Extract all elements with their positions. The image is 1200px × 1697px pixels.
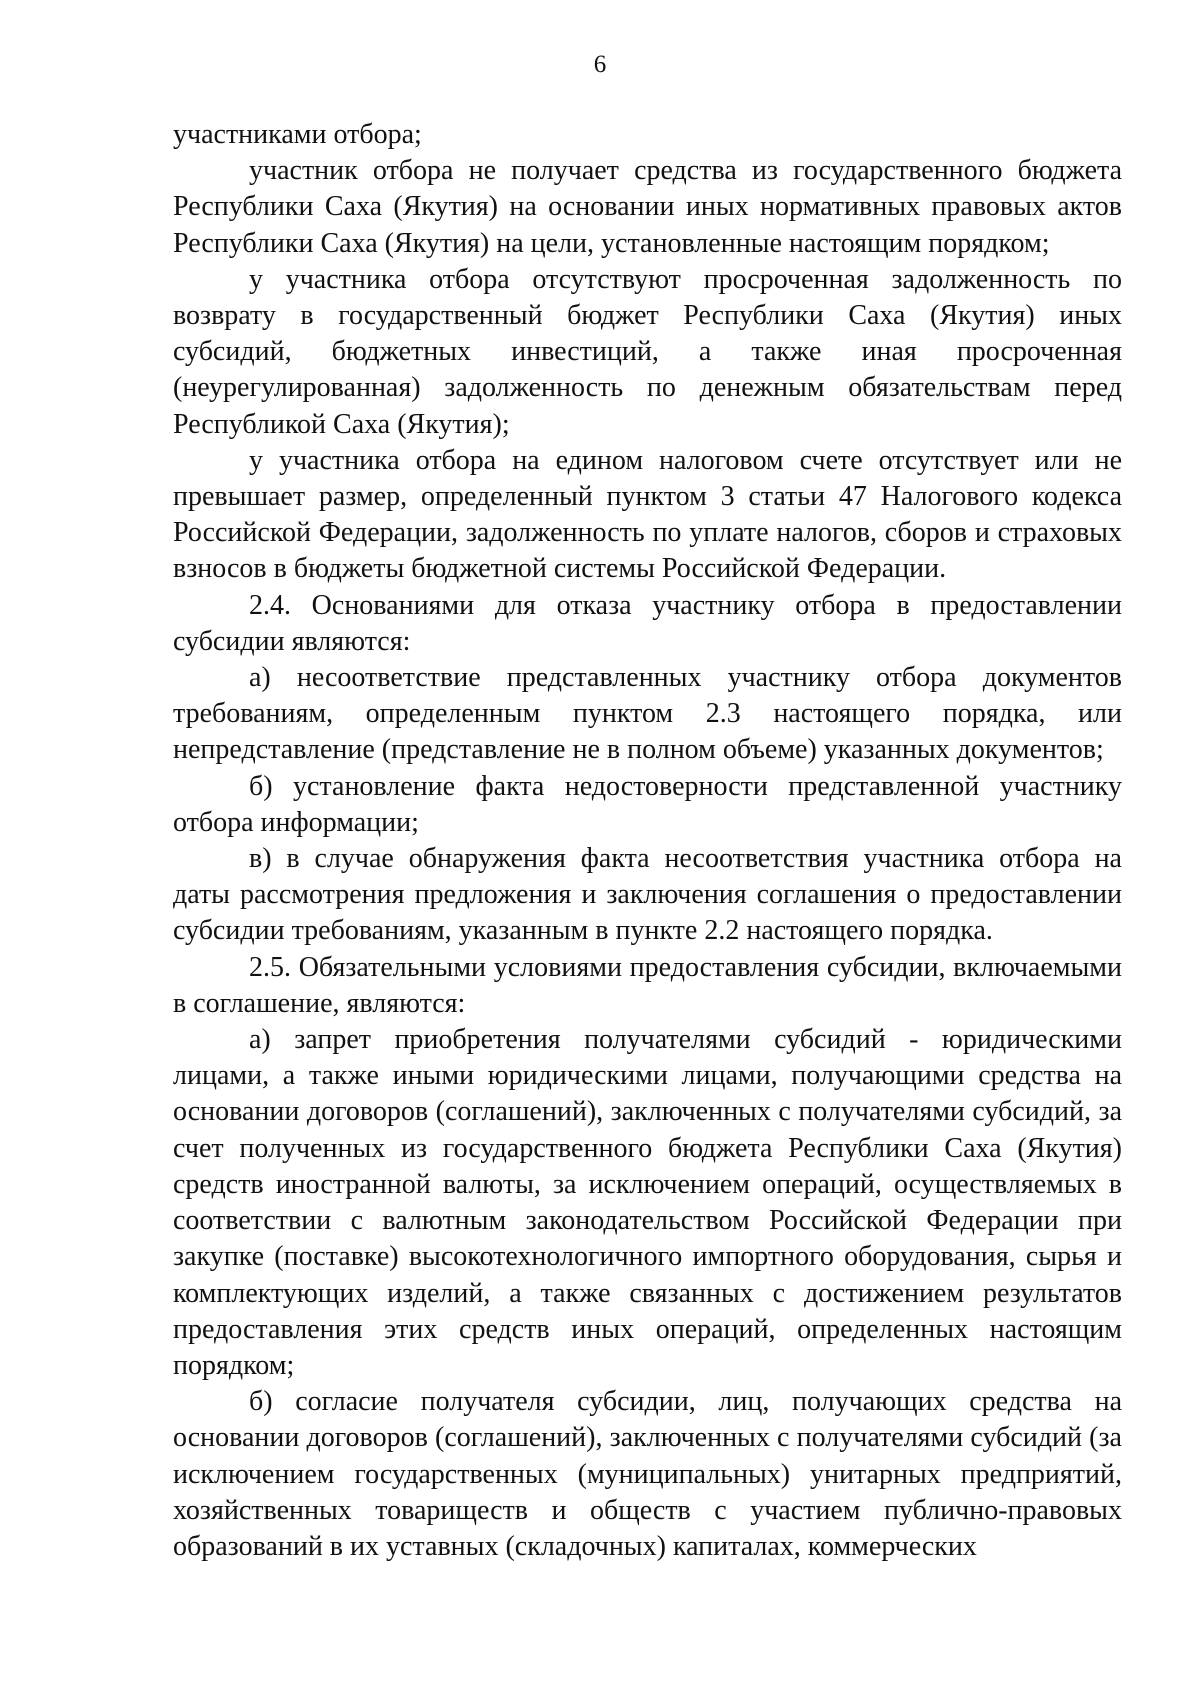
paragraph-section-2-5: 2.5. Обязательными условиями предоставления субсидии, включаемыми в соглашение, являются: bbox=[173, 951, 1122, 1019]
document-body bbox=[173, 117, 1122, 1565]
paragraph-2-5-a: а) запрет приобретения получателями субсидий - юридическими лицами, а также иными юридическими лицами, получающими средства на основании договоров (соглашений), заключенных с получателями субсидий, за счет полученных из государственного бюджета Республики Саха (Якутия) средств иностранной валюты, за исключением операций, осуществляемых в соответствии с валютным законодательством Российской Федерации при закупке (поставке) высокотехнологичного импортного оборудования, сырья и комплектующих изделий, а также связанных с достижением результатов предоставления этих средств иных операций, определенных настоящим порядком; bbox=[173, 1024, 1122, 1381]
paragraph-section-2-4: 2.4. Основаниями для отказа участнику отбора в предоставлении субсидии являются: bbox=[173, 589, 1122, 657]
paragraph-2-4-v: в) в случае обнаружения факта несоответствия участника отбора на даты рассмотрения предложения и заключения соглашения о предоставлении субсидии требованиям, указанным в пункте 2.2 настоящего порядка. bbox=[173, 843, 1122, 947]
paragraph-continuation: участниками отбора; bbox=[173, 119, 422, 150]
paragraph-2-5-b: б) согласие получателя субсидии, лиц, получающих средства на основании договоров (соглашений), заключенных с получателями субсидий (за исключением государственных (муниципальных) унитарных предприятий, хозяйственных товариществ и обществ с участием публично-правовых образований в их уставных (складочных) капиталах, коммерческих bbox=[173, 1386, 1122, 1562]
paragraph-no-budget-funds: участник отбора не получает средства из государственного бюджета Республики Саха (Якутия) на основании иных нормативных правовых актов Республики Саха (Якутия) на цели, установленные настоящим порядком; bbox=[173, 155, 1122, 259]
paragraph-tax-account: у участника отбора на едином налоговом счете отсутствует или не превышает размер, определенный пунктом 3 статьи 47 Налогового кодекса Российской Федерации, задолженность по уплате налогов, сборов и страховых взносов в бюджеты бюджетной системы Российской Федерации. bbox=[173, 444, 1122, 585]
paragraph-no-overdue-debt: у участника отбора отсутствуют просроченная задолженность по возврату в государственный бюджет Республики Саха (Якутия) иных субсидий, бюджетных инвестиций, а также иная просроченная (неурегулированная) задолженность по денежным обязательствам перед Республикой Саха (Якутия); bbox=[173, 263, 1122, 440]
page-number: 6 bbox=[593, 51, 607, 78]
paragraph-2-4-b: б) установление факта недостоверности представленной участнику отбора информации; bbox=[173, 770, 1122, 838]
paragraph-2-4-a: а) несоответствие представленных участнику отбора документов требованиям, определенным пунктом 2.3 настоящего порядка, или непредставление (представление не в полном объеме) указанных документов; bbox=[173, 662, 1122, 766]
